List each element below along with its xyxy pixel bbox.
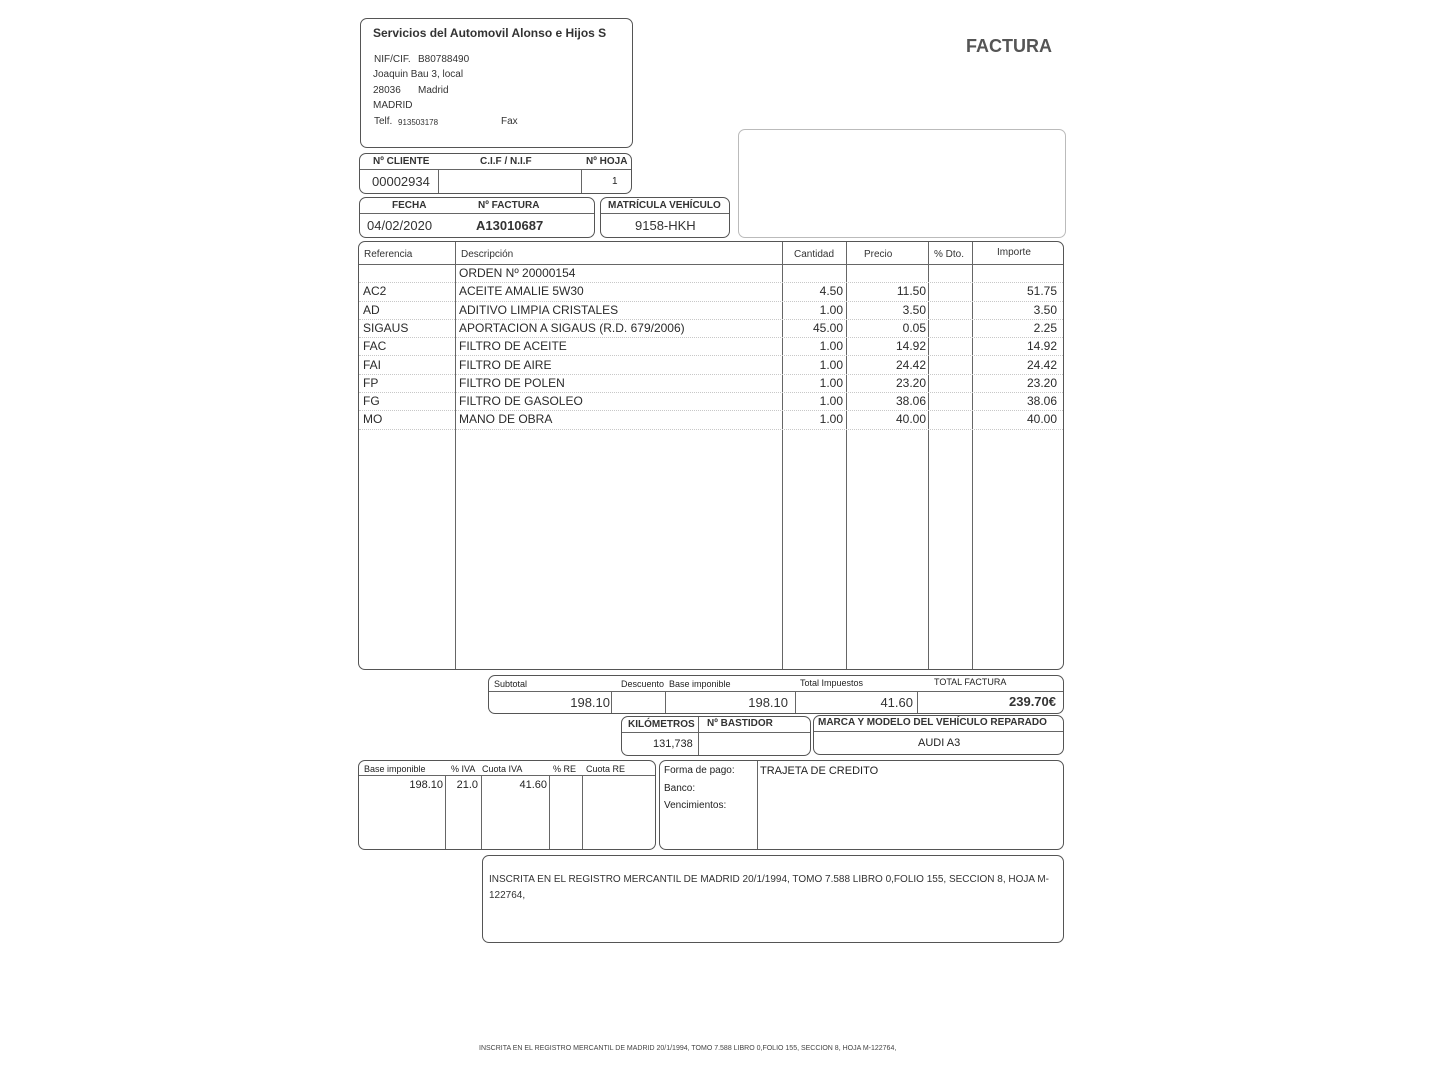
total-value: 239.70€ [1009, 694, 1056, 709]
item-amount: 38.06 [1026, 394, 1057, 409]
re-pct-label: % RE [553, 764, 577, 774]
item-amount: 3.50 [1033, 302, 1057, 317]
client-no-header: Nº CLIENTE [373, 156, 430, 167]
item-desc: FILTRO DE POLEN [459, 375, 565, 390]
item-desc: ADITIVO LIMPIA CRISTALES [459, 302, 619, 317]
tax-total-label: Total Impuestos [800, 678, 864, 688]
registry-note-box [482, 855, 1064, 943]
bank-label: Banco: [664, 783, 696, 794]
customer-address-box [738, 129, 1066, 238]
nif-value: B80788490 [418, 54, 470, 65]
item-ref: FAC [363, 339, 387, 354]
table-row [359, 410, 1063, 429]
table-row [359, 337, 1063, 356]
item-desc: FILTRO DE GASOLEO [459, 394, 583, 409]
vat-quota-value: 41.60 [519, 779, 547, 791]
vehicle-model-value: AUDI A3 [918, 737, 961, 749]
tax-base-label: Base imponible [669, 679, 731, 689]
invoice-title: FACTURA [966, 36, 1052, 56]
invoice-box [359, 197, 595, 238]
subtotal-label: Subtotal [494, 679, 528, 689]
item-price: 38.06 [895, 394, 926, 409]
invoice-number-value: A13010687 [476, 218, 544, 233]
company-box [360, 18, 633, 148]
table-row [359, 282, 1063, 301]
km-box [621, 716, 811, 756]
desc-header: Descripción [461, 249, 514, 260]
totals-box [488, 675, 1064, 714]
table-row [359, 264, 1063, 283]
company-name: Servicios del Automovil Alonso e Hijos S [373, 26, 607, 40]
item-price: 3.50 [902, 302, 926, 317]
plate-box [600, 197, 730, 238]
table-row [359, 356, 1063, 375]
phone-label: Telf. [374, 116, 393, 127]
plate-value: 9158-HKH [635, 218, 696, 233]
registry-note: INSCRITA EN EL REGISTRO MERCANTIL DE MADRID 20/1/1994, TOMO 7.588 LIBRO 0,FOLIO 155, SECCION 8, HOJA M-122764, [489, 874, 1049, 901]
km-value: 131,738 [653, 738, 693, 750]
item-amount: 24.42 [1026, 357, 1057, 372]
amount-header: Importe [997, 247, 1031, 258]
item-price: 11.50 [896, 284, 926, 299]
km-header: KILÓMETROS [628, 719, 695, 730]
cif-header: C.I.F / N.I.F [480, 156, 532, 167]
date-value: 04/02/2020 [367, 218, 433, 233]
item-price: 14.92 [895, 339, 926, 354]
disc-header: % Dto. [934, 249, 965, 260]
phone-value: 913503178 [398, 118, 439, 127]
footer-note: INSCRITA EN EL REGISTRO MERCANTIL DE MADRID 20/1/1994, TOMO 7.588 LIBRO 0,FOLIO 155, SECCION 8, HOJA M-122764, [479, 1045, 897, 1052]
table-row [359, 392, 1063, 411]
vat-base-value: 198.10 [409, 779, 443, 791]
qty-header: Cantidad [794, 249, 835, 260]
item-ref: FAI [363, 357, 382, 372]
fax-label: Fax [501, 116, 518, 127]
item-price: 23.20 [895, 375, 926, 390]
company-city: Madrid [418, 85, 449, 96]
item-price: 24.42 [895, 357, 926, 372]
discount-label: Descuento [621, 679, 665, 689]
item-price: 0.05 [902, 320, 926, 335]
chassis-header: Nº BASTIDOR [707, 718, 773, 729]
vat-box [358, 760, 656, 850]
table-row [359, 301, 1063, 320]
item-desc: ACEITE AMALIE 5W30 [459, 284, 584, 299]
item-qty: 1.00 [819, 375, 843, 390]
subtotal-value: 198.10 [570, 695, 610, 710]
item-ref: SIGAUS [363, 320, 409, 335]
item-amount: 51.75 [1026, 284, 1057, 299]
table-row [359, 374, 1063, 393]
item-qty: 1.00 [819, 339, 843, 354]
total-label: TOTAL FACTURA [934, 677, 1007, 687]
payment-method-value: TRAJETA DE CREDITO [760, 765, 879, 777]
invoice-number-header: Nº FACTURA [478, 200, 540, 211]
client-box [359, 153, 632, 194]
tax-total-value: 41.60 [880, 695, 913, 710]
item-amount: 40.00 [1026, 412, 1057, 427]
item-amount: 23.20 [1026, 375, 1057, 390]
item-qty: 45.00 [812, 320, 843, 335]
payment-method-label: Forma de pago: [664, 765, 735, 776]
due-label: Vencimientos: [664, 800, 727, 811]
item-qty: 1.00 [819, 302, 843, 317]
item-desc: FILTRO DE AIRE [459, 357, 552, 372]
vehicle-model-box [813, 715, 1064, 755]
vehicle-model-header: MARCA Y MODELO DEL VEHÍCULO REPARADO [818, 717, 1047, 728]
client-no-value: 00002934 [372, 174, 430, 189]
item-price: 40.00 [895, 412, 926, 427]
vat-pct-value: 21.0 [456, 779, 478, 791]
vat-base-label: Base imponible [364, 764, 426, 774]
re-quota-label: Cuota RE [586, 764, 626, 774]
item-desc: FILTRO DE ACEITE [459, 339, 567, 354]
company-province: MADRID [373, 100, 413, 111]
item-ref: AD [363, 302, 380, 317]
company-address: Joaquin Bau 3, local [373, 69, 464, 80]
payment-box [659, 760, 1064, 850]
price-header: Precio [864, 249, 893, 260]
item-qty: 1.00 [819, 412, 843, 427]
item-qty: 1.00 [819, 394, 843, 409]
vat-pct-label: % IVA [451, 764, 476, 774]
items-table [358, 241, 1064, 670]
item-qty: 4.50 [819, 284, 843, 299]
item-ref: FG [363, 394, 380, 409]
item-qty: 1.00 [819, 357, 843, 372]
sheet-value: 1 [612, 176, 618, 187]
item-desc: MANO DE OBRA [459, 412, 553, 427]
item-ref: FP [363, 375, 379, 390]
item-ref: AC2 [363, 284, 387, 299]
sheet-header: Nº HOJA [586, 156, 628, 167]
item-amount: 2.25 [1033, 320, 1057, 335]
ref-header: Referencia [364, 249, 413, 260]
item-desc: ORDEN Nº 20000154 [459, 266, 576, 280]
vat-quota-label: Cuota IVA [482, 764, 523, 774]
item-amount: 14.92 [1026, 339, 1057, 354]
postal-code: 28036 [373, 85, 401, 96]
item-ref: MO [363, 412, 383, 427]
tax-base-value: 198.10 [748, 695, 788, 710]
table-row [359, 319, 1063, 338]
item-desc: APORTACION A SIGAUS (R.D. 679/2006) [459, 320, 685, 335]
nif-label: NIF/CIF. [374, 54, 411, 65]
plate-header: MATRÍCULA VEHÍCULO [608, 200, 721, 211]
date-header: FECHA [392, 200, 427, 211]
